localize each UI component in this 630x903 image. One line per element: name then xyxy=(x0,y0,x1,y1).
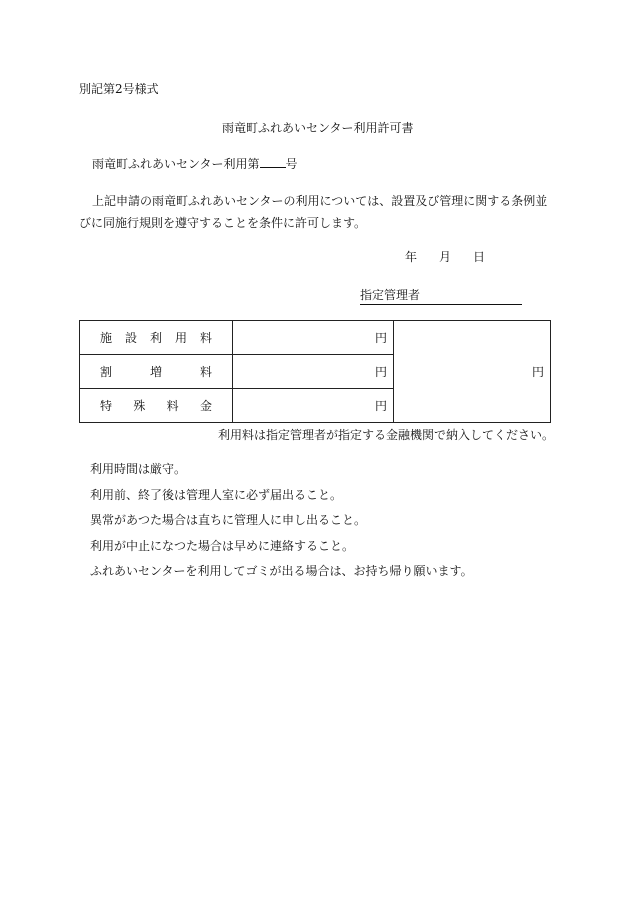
rule-item: 利用時間は厳守。 xyxy=(90,462,187,476)
payment-note: 利用料は指定管理者が指定する金融機関で納入してください。 xyxy=(218,428,555,442)
fee-item-char: 料 xyxy=(199,331,212,345)
date-year: 年 xyxy=(405,250,418,264)
fee-item-char: 殊 xyxy=(133,399,146,413)
fee-item-char: 金 xyxy=(199,399,212,413)
rule-item: 利用前、終了後は管理人室に必ず届出ること。 xyxy=(90,487,343,502)
fee-total-unit: 円 xyxy=(531,365,544,379)
fee-item-char: 利 xyxy=(149,331,162,345)
permit-number-blank xyxy=(260,155,286,168)
rule-item: 利用が中止になつた場合は早めに連絡すること。 xyxy=(90,538,355,553)
fee-unit: 円 xyxy=(374,331,387,345)
date-line xyxy=(405,248,485,265)
document-title: 雨竜町ふれあいセンター利用許可書 xyxy=(222,121,414,135)
permit-number-line xyxy=(92,155,298,172)
manager-label: 指定管理者 xyxy=(360,288,421,302)
fee-row-facility xyxy=(80,321,551,355)
date-day: 日 xyxy=(473,250,486,264)
rule-item: 異常があつた場合は直ちに管理人に申し出ること。 xyxy=(90,513,367,527)
fee-item-char: 料 xyxy=(166,399,179,413)
fee-item-name xyxy=(80,389,233,423)
fee-item-char: 設 xyxy=(124,331,137,345)
permit-number-suffix: 号 xyxy=(285,157,298,171)
fee-item-name xyxy=(80,321,233,355)
permit-number-prefix: 雨竜町ふれあいセンター利用第 xyxy=(92,157,260,171)
fee-item-char: 料 xyxy=(199,365,212,379)
fees-table xyxy=(79,320,551,423)
rule-item: ふれあいセンターを利用してゴミが出る場合は、お持ち帰り願います。 xyxy=(90,564,473,578)
fee-unit: 円 xyxy=(374,399,387,413)
fee-amount-cell xyxy=(233,389,394,423)
fee-amount-cell xyxy=(233,321,394,355)
fee-item-char: 割 xyxy=(100,365,113,379)
fee-item-char: 増 xyxy=(149,365,162,379)
date-month: 月 xyxy=(439,250,452,264)
usage-rules xyxy=(90,462,473,590)
fee-item-char: 施 xyxy=(100,331,113,345)
fee-item-char: 特 xyxy=(100,399,113,413)
fee-unit: 円 xyxy=(374,365,387,379)
manager-signature-line xyxy=(360,286,522,305)
fee-amount-cell xyxy=(233,355,394,389)
fee-item-name xyxy=(80,355,233,389)
fee-item-char: 用 xyxy=(174,331,187,345)
fee-total-cell xyxy=(394,321,551,423)
permit-body-text: 上記申請の雨竜町ふれあいセンターの利用については、設置及び管理に関する条例並びに同施行規則を遵守することを条件に許可します。 xyxy=(79,194,548,230)
form-label: 別記第2号様式 xyxy=(79,82,159,96)
